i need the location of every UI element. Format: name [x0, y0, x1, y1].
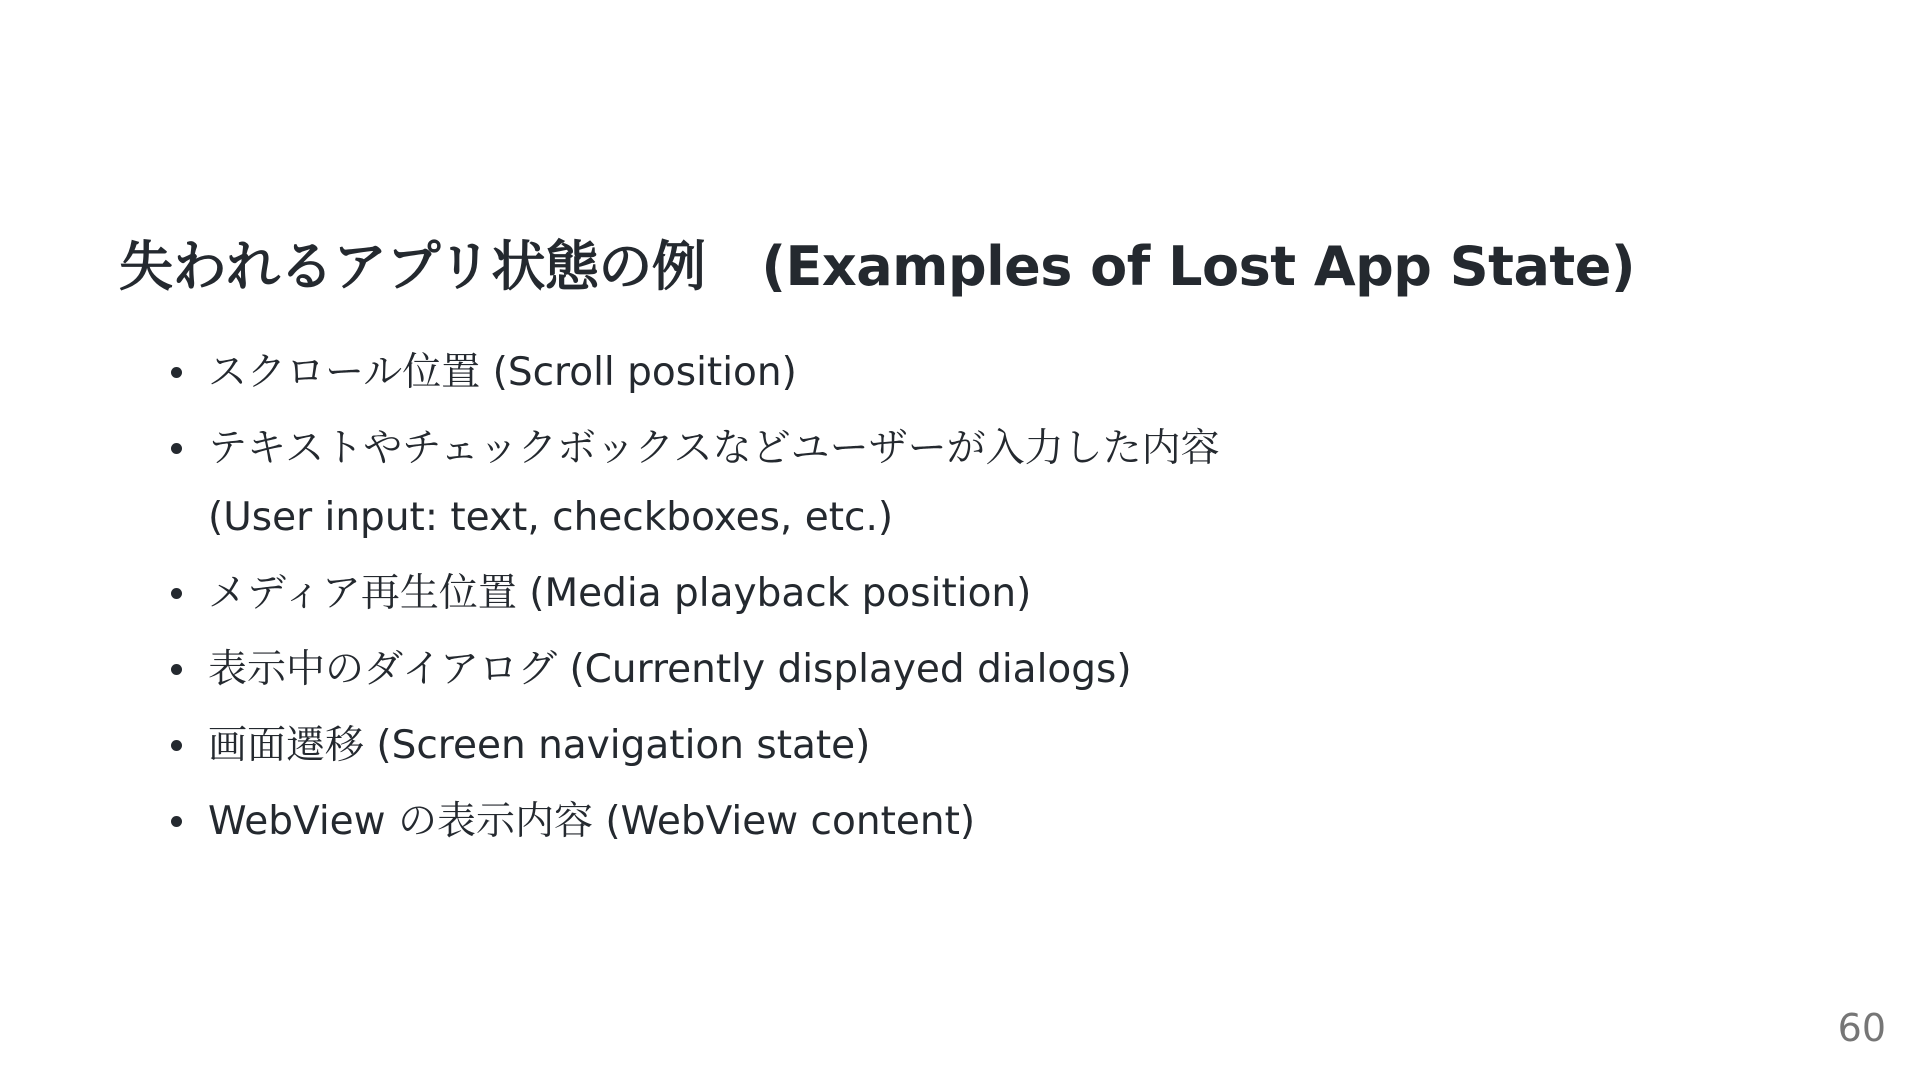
- list-item: [160, 566, 1760, 621]
- list-item: [160, 642, 1760, 697]
- list-item-text: スクロール位置 (Scroll position): [208, 350, 797, 395]
- bullet-dot-icon: [171, 588, 182, 599]
- bullet-dot-icon: [171, 816, 182, 827]
- list-item: [160, 794, 1760, 849]
- list-item: [160, 345, 1760, 400]
- list-item: [160, 718, 1760, 773]
- slide-title-japanese: 失われるアプリ状態の例: [119, 235, 706, 298]
- list-item-text: メディア再生位置 (Media playback position): [208, 571, 1032, 616]
- bullet-dot-icon: [171, 664, 182, 675]
- bullet-dot-icon: [171, 740, 182, 751]
- list-item-text: 表示中のダイアログ (Currently displayed dialogs): [208, 647, 1132, 692]
- bullet-dot-icon: [171, 367, 182, 378]
- bullet-dot-icon: [171, 443, 182, 454]
- list-item-text: テキストやチェックボックスなどユーザーが入力した内容: [208, 426, 1220, 471]
- slide-title-english: (Examples of Lost App State): [761, 235, 1635, 298]
- slide-title: [119, 232, 1635, 302]
- bullet-list: [160, 345, 1760, 870]
- list-item-text-continued: (User input: text, checkboxes, etc.): [208, 495, 894, 540]
- list-item-text: 画面遷移 (Screen navigation state): [208, 723, 871, 768]
- page-number: 60: [1837, 1006, 1886, 1050]
- list-item: [160, 421, 1760, 545]
- list-item-text: WebView の表示内容 (WebView content): [208, 799, 976, 844]
